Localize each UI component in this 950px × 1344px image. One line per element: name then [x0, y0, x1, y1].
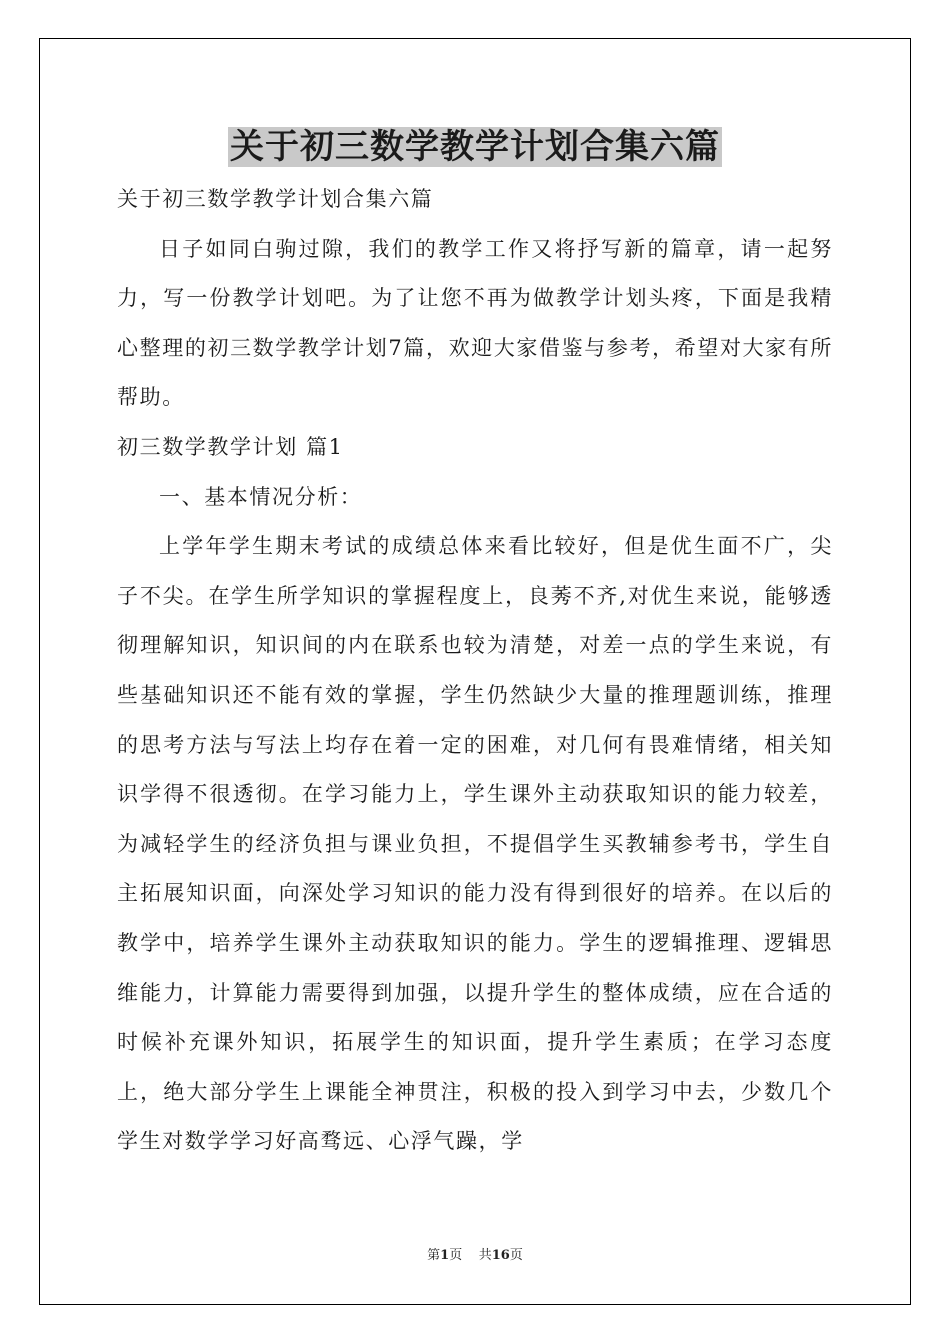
footer-current-page: 1	[440, 1248, 450, 1263]
footer-suffix: 页	[509, 1248, 523, 1263]
document-title	[0, 122, 950, 172]
subsection-heading: 一、基本情况分析：	[159, 484, 363, 509]
document-body	[117, 175, 833, 1167]
body-paragraph: 日子如同白驹过隙，我们的教学工作又将抒写新的篇章，请一起努力，写一份教学计划吧。为了让您不再为做教学计划头疼，下面是我精心整理的初三数学教学计划7篇，欢迎大家借鉴与参考，希望对大家有所帮助。	[117, 236, 833, 410]
body-paragraph: 上学年学生期末考试的成绩总体来看比较好，但是优生面不广，尖子不尖。在学生所学知识的掌握程度上，良莠不齐,对优生来说，能够透彻理解知识，知识间的内在联系也较为清楚，对差一点的学生来说，有些基础知识还不能有效的掌握，学生仍然缺少大量的推理题训练，推理的思考方法与写法上均存在着一定的困难，对几何有畏难情绪，相关知识学得不很透彻。在学习能力上，学生课外主动获取知识的能力较差，为减轻学生的经济负担与课业负担，不提倡学生买教辅参考书，学生自主拓展知识面，向深处学习知识的能力没有得到很好的培养。在以后的教学中，培养学生课外主动获取知识的能力。学生的逻辑推理、逻辑思维能力，计算能力需要得到加强，以提升学生的整体成绩，应在合适的时候补充课外知识，拓展学生的知识面，提升学生素质；在学习态度上，绝大部分学生上课能全神贯注，积极的投入到学习中去，少数几个学生对数学学习好高骛远、心浮气躁，学	[117, 534, 833, 1154]
page-footer	[0, 1246, 950, 1266]
section-heading: 初三数学教学计划 篇1	[117, 434, 344, 459]
body-paragraph: 关于初三数学教学计划合集六篇	[117, 187, 434, 211]
footer-prefix: 第	[427, 1248, 441, 1263]
footer-middle: 页 共	[449, 1248, 492, 1263]
footer-total-pages: 16	[491, 1248, 510, 1263]
document-title-text: 关于初三数学教学计划合集六篇	[230, 127, 720, 167]
